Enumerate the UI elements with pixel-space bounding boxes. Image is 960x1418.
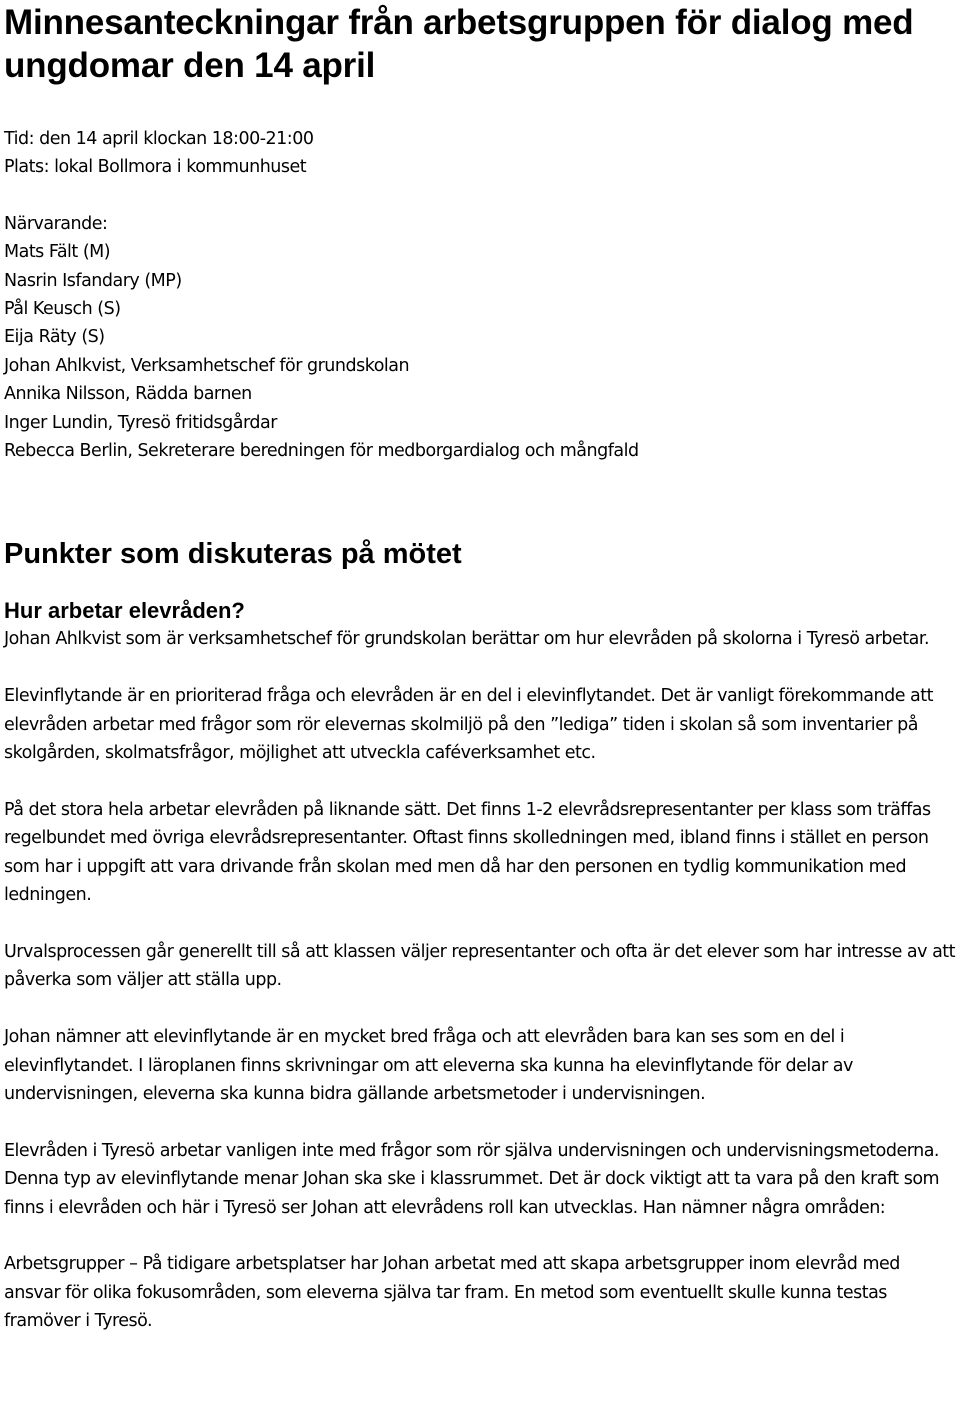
attendee-item: Mats Fält (M) (4, 242, 111, 263)
attendees-label: Närvarande: (4, 213, 108, 234)
meeting-place: Plats: lokal Bollmora i kommunhuset (4, 157, 307, 178)
paragraph: Urvalsprocessen går generellt till så att klassen väljer representanter och ofta är det elever som har intresse av att påverka som väljer att ställa upp. (4, 941, 956, 991)
attendee-item: Eija Räty (S) (4, 327, 105, 348)
meeting-time: Tid: den 14 april klockan 18:00-21:00 (4, 129, 314, 149)
section-heading: Punkter som diskuteras på mötet (4, 538, 462, 571)
paragraph: Elevinflytande är en prioriterad fråga och elevråden är en del i elevinflytandet. Det är vanligt förekommande att elevråden arbetar med frågor som rör elevernas skolmiljö på den ”lediga” tiden i skolan så som inventarier på skolgården, skolmatsfrågor, möjlighet att utveckla caféverksamhet etc. (4, 686, 933, 764)
attendee-item: Rebecca Berlin, Sekreterare beredningen för medborgardialog och mångfald (4, 441, 639, 462)
document-title: Minnesanteckningar från arbetsgruppen för dialog med ungdomar den 14 april (4, 3, 914, 85)
attendee-item: Annika Nilsson, Rädda barnen (4, 384, 252, 405)
attendee-item: Nasrin Isfandary (MP) (4, 270, 182, 291)
attendee-list (4, 238, 956, 465)
attendee-item: Johan Ahlkvist, Verksamhetschef för grundskolan (4, 355, 410, 376)
paragraph: Johan nämner att elevinflytande är en mycket bred fråga och att elevråden bara kan ses som en del i elevinflytandet. I läroplanen finns skrivningar om att eleverna ska kunna ha elevinflytande för delar av undervisningen, eleverna ska kunna bidra gällande arbetsmetoder i undervisningen. (4, 1027, 853, 1104)
paragraph: Elevråden i Tyresö arbetar vanligen inte med frågor som rör själva undervisningen och undervisningsmetoderna. Denna typ av elevinflytande menar Johan ska ske i klassrummet. Det är dock viktigt att ta vara på den kraft som finns i elevråden och här i Tyresö ser Johan att elevrådens roll kan utvecklas. Han nämner några områden: (4, 1140, 940, 1218)
topic-subheading: Hur arbetar elevråden? (4, 598, 245, 624)
paragraph: På det stora hela arbetar elevråden på liknande sätt. Det finns 1-2 elevrådsrepresentanter per klass som träffas regelbundet med övriga elevrådsrepresentanter. Oftast finns skolledningen med, ibland finns i stället en person som har i uppgift att vara drivande från skolan med men då har den personen en tydlig kommunikation med ledningen. (4, 799, 931, 906)
paragraph: Arbetsgrupper – På tidigare arbetsplatser har Johan arbetat med att skapa arbetsgrupper inom elevråd med ansvar för olika fokusområden, som eleverna själva tar fram. En metod som eventuellt skulle kunna testas framöver i Tyresö. (4, 1254, 900, 1332)
paragraph: Johan Ahlkvist som är verksamhetschef för grundskolan berättar om hur elevråden på skolorna i Tyresö arbetar. (4, 629, 930, 650)
attendee-item: Pål Keusch (S) (4, 299, 121, 320)
attendee-item: Inger Lundin, Tyresö fritidsgårdar (4, 412, 277, 433)
